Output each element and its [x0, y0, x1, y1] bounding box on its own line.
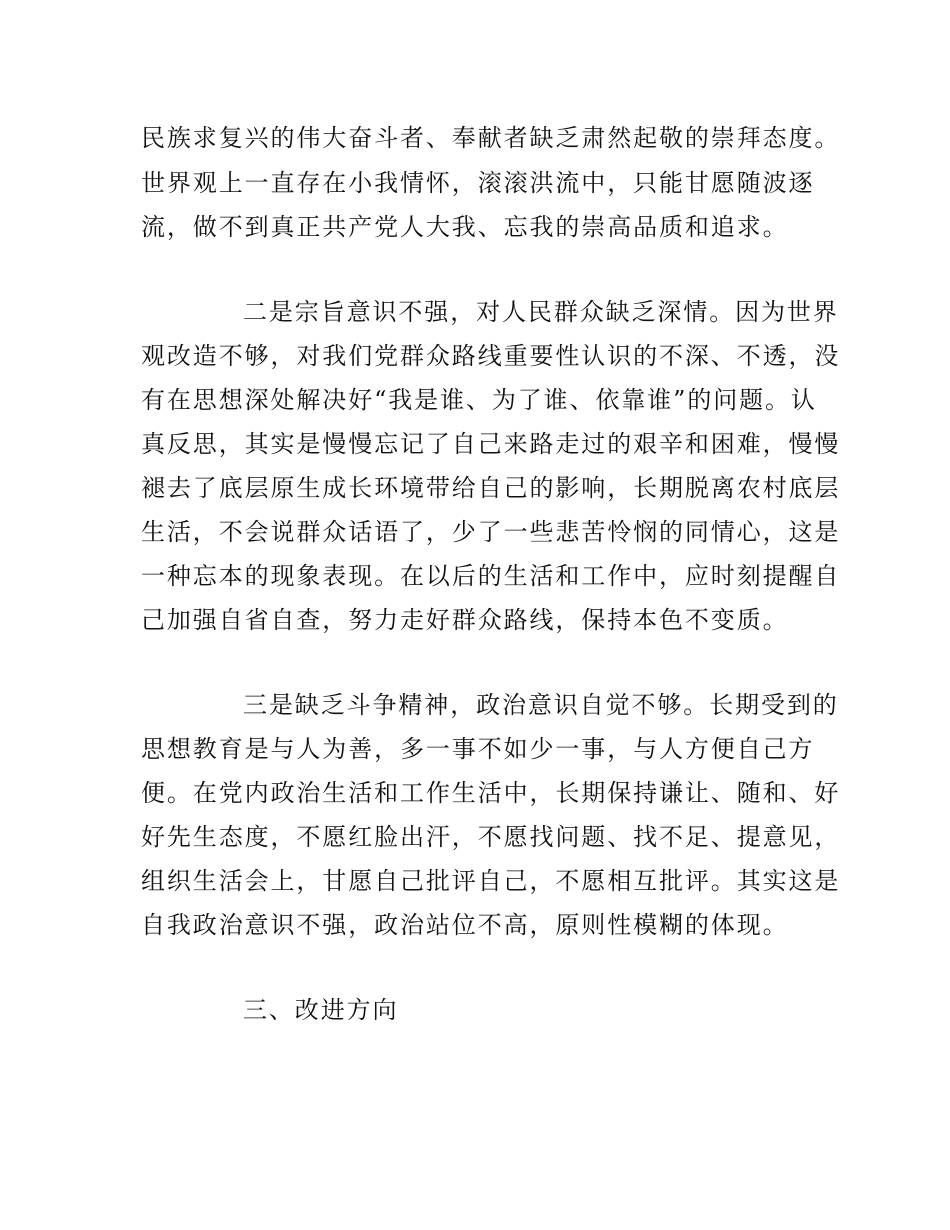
paragraph-line: 自我政治意识不强，政治站位不高，原则性模糊的体现。 [141, 911, 789, 939]
paragraph-line: 有在思想深处解决好“我是谁、为了谁、依靠谁”的问题。认 [141, 386, 817, 414]
paragraph-line: 世界观上一直存在小我情怀，滚滚洪流中，只能甘愿随波逐 [141, 169, 815, 197]
paragraph-line: 一种忘本的现象表现。在以后的生活和工作中，应时刻提醒自 [141, 562, 841, 590]
paragraph-line: 思想教育是与人为善，多一事不如少一事，与人方便自己方 [141, 735, 815, 763]
paragraph-line: 褪去了底层原生成长环境带给自己的影响，长期脱离农村底层 [141, 474, 841, 502]
paragraph-line: 真反思，其实是慢慢忘记了自己来路走过的艰辛和困难，慢慢 [141, 430, 841, 458]
paragraph-line: 民族求复兴的伟大奋斗者、奉献者缺乏肃然起敬的崇拜态度。 [141, 124, 841, 152]
paragraph-line: 二是宗旨意识不强，对人民群众缺乏深情。因为世界 [243, 298, 839, 326]
paragraph-line: 便。在党内政治生活和工作生活中，长期保持谦让、随和、好 [141, 779, 841, 807]
paragraph-line: 观改造不够，对我们党群众路线重要性认识的不深、不透，没 [141, 342, 841, 370]
paragraph-line: 流，做不到真正共产党人大我、忘我的崇高品质和追求。 [141, 213, 789, 241]
paragraph-line: 好先生态度，不愿红脸出汗，不愿找问题、找不足、提意见， [141, 823, 841, 851]
paragraph-line: 组织生活会上，甘愿自己批评自己，不愿相互批评。其实这是 [141, 867, 841, 895]
paragraph-line: 己加强自省自查，努力走好群众路线，保持本色不变质。 [141, 606, 789, 634]
paragraph-line: 三是缺乏斗争精神，政治意识自觉不够。长期受到的 [243, 691, 839, 719]
paragraph-line: 生活，不会说群众话语了，少了一些悲苦怜悯的同情心，这是 [141, 518, 841, 546]
section-heading: 三、改进方向 [243, 996, 399, 1024]
